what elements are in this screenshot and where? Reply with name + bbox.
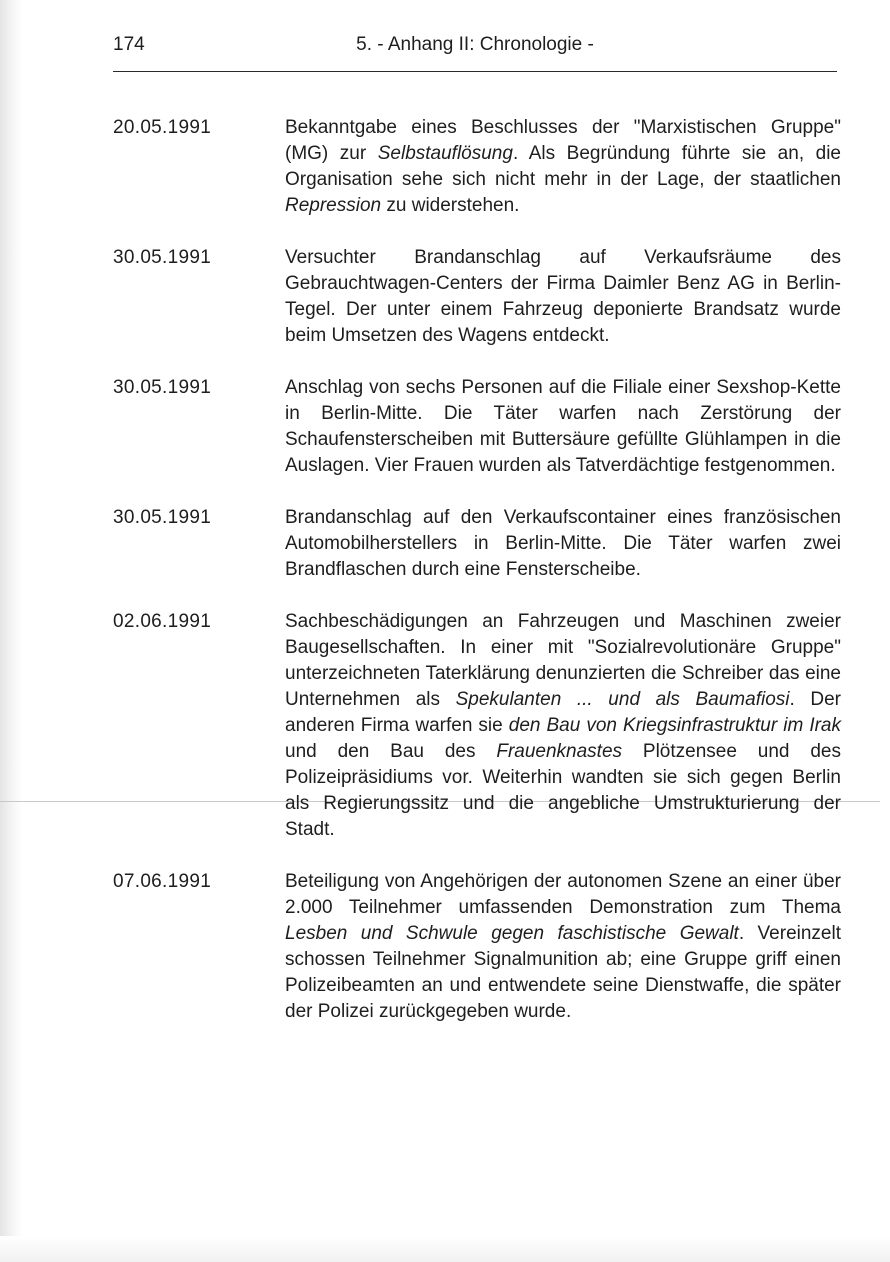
chronology-entry <box>113 505 843 583</box>
entry-text-emphasis: Spekulanten ... und als Baumafiosi <box>455 689 790 710</box>
entry-date: 30.05.1991 <box>113 247 212 268</box>
entry-text-emphasis: Lesben und Schwule gegen faschistische Gewalt <box>285 923 739 944</box>
entry-text-segment: Sachbeschädigungen an Fahrzeugen und Maschinen zweier Baugesellschaften. In einer mit "Sozialrevolutionäre Gruppe" unterzeichneten Taterklärung denunzierten die Schreiber das eine Unternehmen als <box>285 611 841 710</box>
entry-text <box>285 505 841 583</box>
entry-text-emphasis: Frauenknastes <box>496 741 623 762</box>
entry-text <box>285 609 841 843</box>
scan-bottom-shadow <box>0 1236 890 1262</box>
entry-date: 30.05.1991 <box>113 507 212 528</box>
entry-date: 02.06.1991 <box>113 611 212 632</box>
entry-text-segment: Anschlag von sechs Personen auf die Filiale einer Sexshop-Kette in Berlin-Mitte. Die Täter warfen nach Zerstörung der Schaufensterscheiben mit Buttersäure gefüllte Glühlampen in die Auslagen. Vier Frauen wurden als Tatverdächtige festgenommen. <box>285 377 841 476</box>
chronology-entry <box>113 609 843 843</box>
chronology-list <box>113 115 843 1025</box>
entry-text <box>285 375 841 479</box>
entry-text-segment: Beteiligung von Angehörigen der autonomen Szene an einer über 2.000 Teilnehmer umfassenden Demonstration zum Thema <box>285 871 841 918</box>
entry-date: 07.06.1991 <box>113 871 212 892</box>
entry-text-segment: . Der anderen Firma warfen sie <box>285 689 841 736</box>
entry-text-segment: Brandanschlag auf den Verkaufscontainer eines französischen Automobilherstellers in Berlin-Mitte. Die Täter warfen zwei Brandflaschen durch eine Fensterscheibe. <box>285 507 841 580</box>
entry-date: 20.05.1991 <box>113 117 212 138</box>
entry-text <box>285 869 841 1025</box>
header-rule <box>113 71 837 72</box>
chronology-entry <box>113 375 843 479</box>
entry-text-segment: . Als Begründung führte sie an, die Organisation sehe sich nicht mehr in der Lage, der staatlichen <box>285 143 841 190</box>
entry-text-segment: Bekanntgabe eines Beschlusses der "Marxistischen Gruppe" (MG) zur <box>285 117 841 164</box>
entry-text <box>285 245 841 349</box>
entry-text-emphasis: Repression <box>285 195 382 216</box>
entry-text-segment: und den Bau des <box>285 741 497 762</box>
scan-edge-shadow <box>0 0 22 1262</box>
chronology-entry <box>113 245 843 349</box>
entry-date: 30.05.1991 <box>113 377 212 398</box>
entry-text-segment: . Vereinzelt schossen Teilnehmer Signalmunition ab; eine Gruppe griff einen Polizeibeamten an und entwendete seine Dienstwaffe, die später der Polizei zurückgegeben wurde. <box>285 923 841 1022</box>
running-title: 5. - Anhang II: Chronologie - <box>356 34 594 55</box>
entry-text-segment: Versuchter Brandanschlag auf Verkaufsräume des Gebrauchtwagen-Centers der Firma Daimler Benz AG in Berlin-Tegel. Der unter einem Fahrzeug deponierte Brandsatz wurde beim Umsetzen des Wagens entdeckt. <box>285 247 841 346</box>
chronology-entry <box>113 115 843 219</box>
page-header <box>113 34 837 60</box>
entry-text-segment: Plötzensee und des Polizeipräsidiums vor. Weiterhin wandten sie sich gegen Berlin als Regierungssitz und die angebliche Umstrukturierung der Stadt. <box>285 741 841 840</box>
page-number: 174 <box>113 34 145 55</box>
entry-text <box>285 115 841 219</box>
entry-text-emphasis: Selbstauflösung <box>377 143 513 164</box>
entry-text-emphasis: den Bau von Kriegsinfrastruktur im Irak <box>508 715 841 736</box>
entry-text-segment: zu widerstehen. <box>381 195 520 216</box>
chronology-entry <box>113 869 843 1025</box>
